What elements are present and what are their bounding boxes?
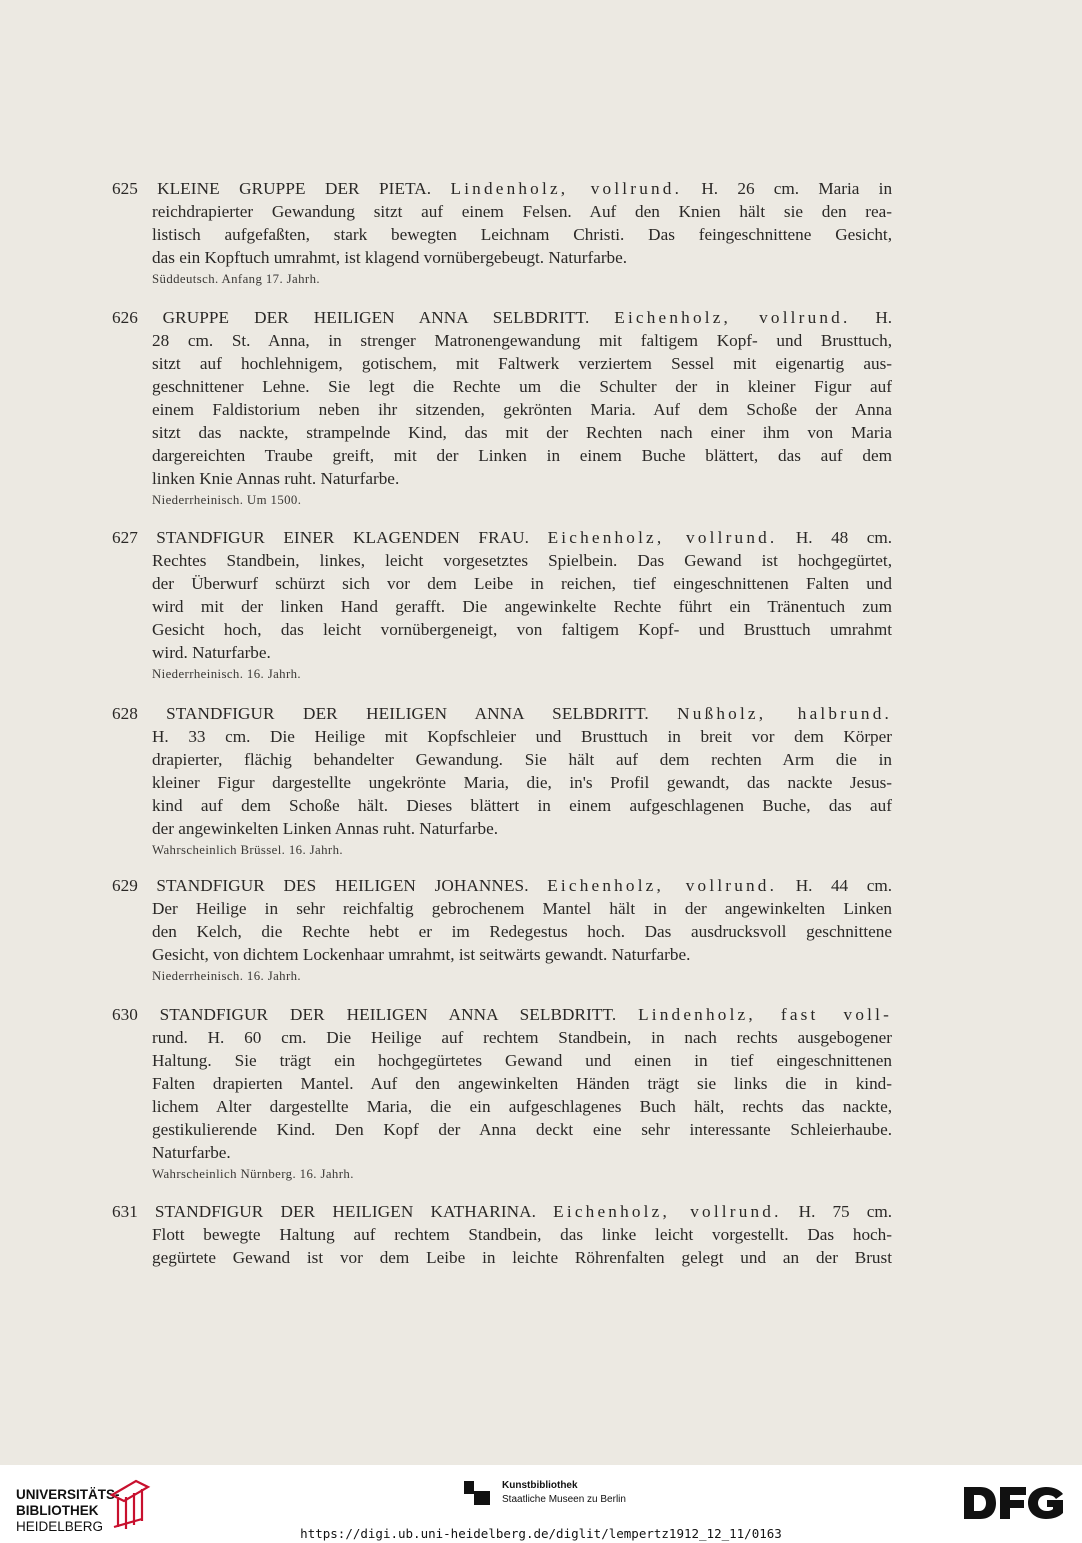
- entry-material: Lindenholz, vollrund.: [450, 179, 683, 198]
- entry-text-line: kleiner Figur dargestellte ungekrönte Maria, die, in's Profil gewandt, das nackte Jesus-: [152, 773, 892, 792]
- dfg-logo-icon[interactable]: [962, 1485, 1068, 1526]
- entry-origin: Wahrscheinlich Brüssel. 16. Jahrh.: [152, 843, 343, 857]
- entry-heading-rest: H. 44 cm.: [795, 876, 893, 895]
- entry-text-line: H. 33 cm. Die Heilige mit Kopfschleier und Brusttuch in breit vor dem Körper: [152, 727, 892, 746]
- entry-origin: Niederrheinisch. 16. Jahrh.: [152, 667, 302, 681]
- entry-number: 629: [112, 876, 138, 895]
- entry-title: GRUPPE DER HEILIGEN ANNA SELBDRITT.: [162, 308, 590, 327]
- entry-text-line: 28 cm. St. Anna, in strenger Matronengewandung mit faltigem Kopf- und Brusttuch,: [152, 331, 892, 350]
- entry-heading: [112, 306, 892, 329]
- library-name-line1: UNIVERSITÄTS-: [16, 1487, 120, 1502]
- entry-number: 627: [112, 528, 138, 547]
- kunstbibliothek-label: [502, 1479, 626, 1507]
- kunstbibliothek-logo-icon[interactable]: [462, 1479, 494, 1512]
- catalog-entry-626: [112, 306, 892, 510]
- entry-text-line: lichem Alter dargestellte Maria, die ein aufgeschlagenes Buch hält, rechts das nackte,: [152, 1097, 892, 1116]
- entry-origin: Wahrscheinlich Nürnberg. 16. Jahrh.: [152, 1167, 354, 1181]
- entry-text-line: Naturfarbe.: [152, 1143, 231, 1162]
- entry-origin: Niederrheinisch. Um 1500.: [152, 493, 302, 507]
- entry-text-line: Haltung. Sie trägt ein hochgegürtetes Gewand und einen in tief eingeschnittenen: [152, 1051, 892, 1070]
- entry-material: Eichenholz, vollrund.: [553, 1202, 782, 1221]
- entry-title: STANDFIGUR DES HEILIGEN JOHANNES.: [156, 876, 529, 895]
- catalog-entry-631: [112, 1200, 892, 1269]
- entry-material: Eichenholz, vollrund.: [547, 876, 778, 895]
- entry-text-line: den Kelch, die Rechte hebt er im Redegestus hoch. Das ausdrucksvoll geschnittene: [152, 922, 892, 941]
- viewer-footer: [0, 1465, 1082, 1543]
- entry-heading: [112, 874, 892, 897]
- entry-title: STANDFIGUR DER HEILIGEN KATHARINA.: [154, 1202, 537, 1221]
- permalink-url[interactable]: https://digi.ub.uni-heidelberg.de/diglit/lempertz1912_12_11/0163: [300, 1526, 782, 1541]
- entry-number: 625: [112, 179, 138, 198]
- entry-text-line: gestikulierende Kind. Den Kopf der Anna deckt eine sehr interessante Schleierhaube.: [152, 1120, 892, 1139]
- entry-heading-rest: H. 75 cm.: [798, 1202, 892, 1221]
- entry-text-line: drapierter, flächig behandelter Gewandung. Sie hält auf dem rechten Arm die in: [152, 750, 892, 769]
- entry-text-line: Falten drapierten Mantel. Auf den angewinkelten Händen trägt sie links die in kind-: [152, 1074, 892, 1093]
- entry-text-line: rund. H. 60 cm. Die Heilige auf rechtem Standbein, in nach rechts ausgebogener: [152, 1028, 892, 1047]
- entry-text-line: Rechtes Standbein, linkes, leicht vorgesetztes Spielbein. Das Gewand ist hochgegürtet,: [152, 551, 892, 570]
- kunstbibliothek-title: Kunstbibliothek: [502, 1480, 578, 1491]
- entry-title: STANDFIGUR DER HEILIGEN ANNA SELBDRITT.: [159, 1005, 617, 1024]
- entry-text-line: wird mit der linken Hand gerafft. Die angewinkelte Rechte führt ein Tränentuch zum: [152, 597, 892, 616]
- catalog-entry-625: [112, 177, 892, 289]
- library-name-line3: HEIDELBERG: [16, 1519, 104, 1534]
- entry-text-line: einem Faldistorium neben ihr sitzenden, gekrönten Maria. Auf dem Schoße der Anna: [152, 400, 892, 419]
- entry-heading-rest: H.: [875, 308, 893, 327]
- entry-text-line: listisch aufgefaßten, stark bewegten Leichnam Christi. Das feingeschnittene Gesicht,: [152, 225, 892, 244]
- entry-number: 626: [112, 308, 138, 327]
- entry-heading: [112, 1003, 892, 1026]
- entry-text-line: geschnittener Lehne. Sie legt die Rechte um die Schulter der in kleiner Figur auf: [152, 377, 892, 396]
- catalog-entry-628: [112, 702, 892, 860]
- entry-title: STANDFIGUR DER HEILIGEN ANNA SELBDRITT.: [166, 704, 649, 723]
- entry-heading: [112, 1200, 892, 1223]
- catalog-entry-630: [112, 1003, 892, 1184]
- entry-number: 630: [112, 1005, 138, 1024]
- entry-title: STANDFIGUR EINER KLAGENDEN FRAU.: [156, 528, 530, 547]
- entry-origin: Süddeutsch. Anfang 17. Jahrh.: [152, 272, 320, 286]
- entry-origin: Niederrheinisch. 16. Jahrh.: [152, 969, 302, 983]
- kunstbibliothek-subtitle: Staatliche Museen zu Berlin: [502, 1494, 626, 1505]
- entry-heading: [112, 702, 892, 725]
- entry-text-line: sitzt auf hochlehnigem, gotischem, mit Faltwerk verziertem Sessel mit eigenartig aus-: [152, 354, 892, 373]
- entry-text-line: linken Knie Annas ruht. Naturfarbe.: [152, 469, 400, 488]
- entry-material: Eichenholz, vollrund.: [547, 528, 778, 547]
- entry-heading-rest: H. 48 cm.: [795, 528, 893, 547]
- entry-number: 631: [112, 1202, 138, 1221]
- entry-title: KLEINE GRUPPE DER PIETA.: [157, 179, 432, 198]
- entry-number: 628: [112, 704, 138, 723]
- entry-heading: [112, 177, 892, 200]
- entry-text-line: Gesicht, von dichtem Lockenhaar umrahmt, ist seitwärts gewandt. Naturfarbe.: [152, 945, 691, 964]
- entry-text-line: Der Heilige in sehr reichfaltig gebrochenem Mantel hält in der angewinkelten Linken: [152, 899, 892, 918]
- entry-heading-rest: H. 26 cm. Maria in: [701, 179, 893, 198]
- entry-text-line: Gesicht hoch, das leicht vornübergeneigt, von faltigem Kopf- und Brusttuch umrahmt: [152, 620, 892, 639]
- entry-text-line: kind auf dem Schoße hält. Dieses blättert in einem aufgeschlagenen Buche, das auf: [152, 796, 892, 815]
- entry-text-line: wird. Naturfarbe.: [152, 643, 271, 662]
- entry-text-line: das ein Kopftuch umrahmt, ist klagend vornübergebeugt. Naturfarbe.: [152, 248, 628, 267]
- entry-text-line: der Überwurf schürzt sich vor dem Leibe in reichen, tief eingeschnittenen Falten und: [152, 574, 892, 593]
- entry-text-line: der angewinkelten Linken Annas ruht. Naturfarbe.: [152, 819, 499, 838]
- entry-material: Eichenholz, vollrund.: [614, 308, 851, 327]
- entry-text-line: gegürtete Gewand ist vor dem Leibe in leichte Röhrenfalten gelegt und an der Brust: [152, 1248, 892, 1267]
- entry-material: Lindenholz, fast voll-: [638, 1005, 892, 1024]
- entry-text-line: reichdrapierter Gewandung sitzt auf einem Felsen. Auf den Knien hält sie den rea-: [152, 202, 892, 221]
- entry-text-line: sitzt das nackte, strampelnde Kind, das mit der Rechten nach einer ihm von Maria: [152, 423, 892, 442]
- entry-text-line: dargereichten Traube greift, mit der Linken in einem Buche blättert, das auf dem: [152, 446, 892, 465]
- library-name-line2: BIBLIOTHEK: [16, 1503, 99, 1518]
- entry-material: Nußholz, halbrund.: [677, 704, 892, 723]
- entry-text-line: Flott bewegte Haltung auf rechtem Standbein, das linke leicht vorgestellt. Das hoch-: [152, 1225, 892, 1244]
- catalog-entry-629: [112, 874, 892, 986]
- entry-heading: [112, 526, 892, 549]
- catalog-entry-627: [112, 526, 892, 684]
